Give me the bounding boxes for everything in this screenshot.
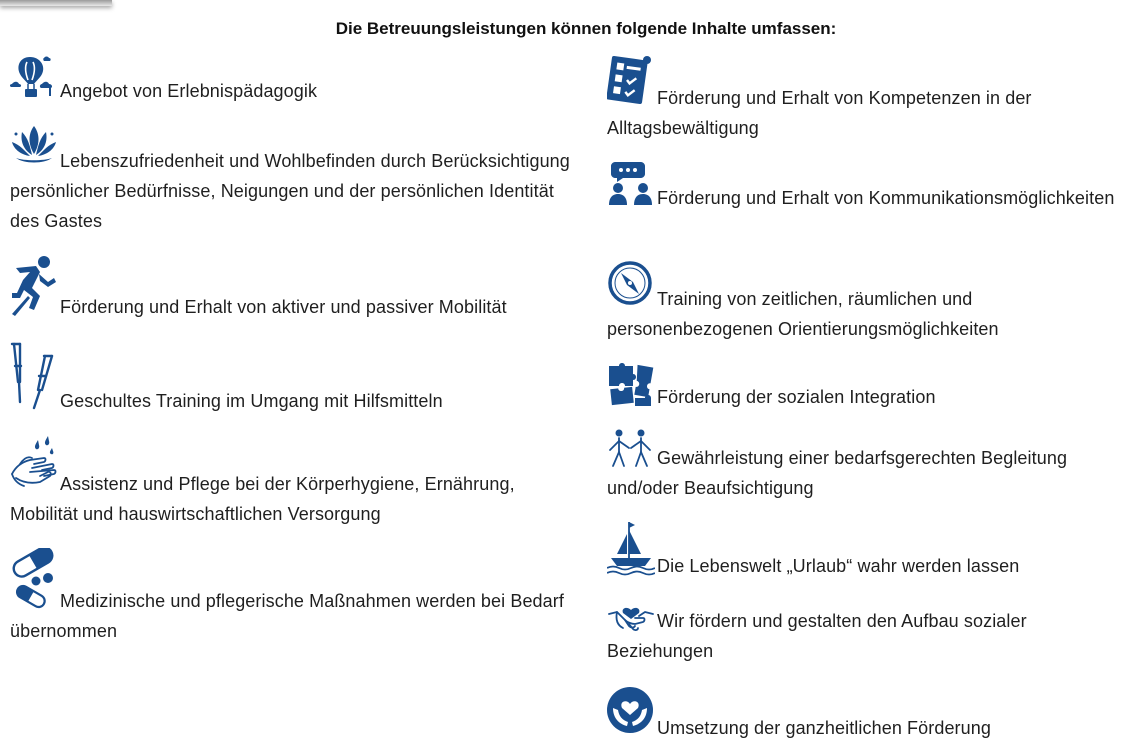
puzzle-icon [607,362,655,408]
list-item [10,548,570,646]
handwash-icon [10,434,58,490]
list-item [607,686,1122,743]
item-text: Förderung und Erhalt von Kommunikationsmöglichkeiten [657,188,1115,208]
item-text: Förderung und Erhalt von aktiver und passiver Mobilität [60,297,507,317]
hands-heart-icon [607,686,655,736]
handshake-heart-icon [607,598,655,634]
checklist-icon [607,54,653,106]
page-heading: Die Betreuungsleistungen können folgende Inhalte umfassen: [335,19,837,38]
item-text: Umsetzung der ganzheitlichen Förderung [657,718,991,738]
list-item [10,52,570,106]
item-text: Medizinische und pflegerische Maßnahmen werden bei Bedarf übernommen [10,591,564,641]
sailboat-icon [607,520,655,576]
list-item [607,520,1122,581]
list-item [607,54,1122,143]
list-item [607,360,1122,412]
item-text: Angebot von Erlebnispädagogik [60,81,318,101]
item-text: Training von zeitlichen, räumlichen und personenbezogenen Orientierungsmöglichkeiten [607,289,999,339]
compass-icon [607,260,655,308]
lotus-icon [10,124,58,168]
item-text: Wir fördern und gestalten den Aufbau sozialer Beziehungen [607,611,1027,661]
top-shadow-bar [0,0,112,6]
crutches-icon [10,342,56,410]
list-item [10,122,570,236]
item-text: Förderung der sozialen Integration [657,387,936,407]
item-text: Lebenszufriedenheit und Wohlbefinden durch Berücksichtigung persönlicher Bedürfnisse, Neigungen und der persönlichen Identität des Gastes [10,151,570,231]
list-item [607,156,1122,213]
item-text: Gewährleistung einer bedarfsgerechten Begleitung und/oder Beaufsichtigung [607,448,1068,498]
companions-icon [607,428,655,468]
item-text: Förderung und Erhalt von Kompetenzen in der Alltagsbewältigung [607,88,1032,138]
balloon-icon [10,54,56,100]
list-item [607,598,1122,666]
list-item [607,256,1122,344]
pills-icon [10,548,56,610]
item-text: Die Lebenswelt „Urlaub“ wahr werden lassen [657,556,1020,576]
item-text: Assistenz und Pflege bei der Körperhygiene, Ernährung, Mobilität und hauswirtschaftlichen Versorgung [10,474,515,524]
list-item [10,340,570,416]
list-item [607,428,1122,503]
item-text: Geschultes Training im Umgang mit Hilfsmitteln [60,391,443,411]
runner-icon [10,254,56,316]
list-item [10,434,570,529]
list-item [10,252,570,322]
conversation-icon [607,160,655,206]
